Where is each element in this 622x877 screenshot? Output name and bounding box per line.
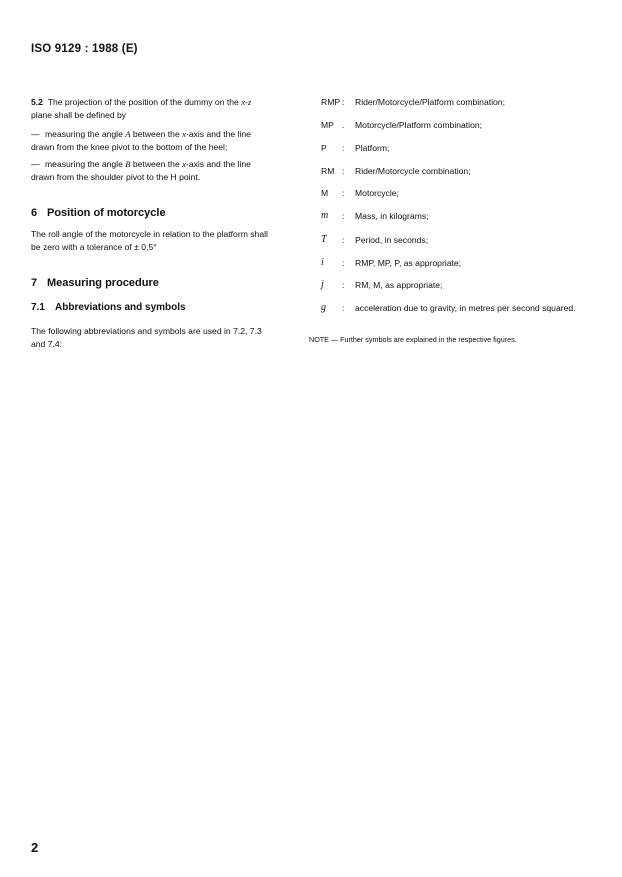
symbol: g	[321, 302, 326, 313]
section-7-1-body: The following abbreviations and symbols are used in 7.2, 7.3 and 7.4:	[31, 326, 262, 349]
note: NOTE — Further symbols are explained in the respective figures.	[309, 335, 517, 344]
symbol-definition: Rider/Motorcycle combination;	[355, 166, 471, 176]
symbol-definition: Platform;	[355, 143, 390, 153]
symbol-definition: Period, in seconds;	[355, 235, 429, 245]
section-5-2	[31, 96, 293, 121]
section-5-2-intro-line2: plane shall be defined by	[31, 109, 127, 120]
symbol-separator: :	[342, 303, 345, 313]
symbol: P	[321, 143, 327, 153]
symbol-separator: :	[342, 97, 345, 107]
section-7-heading: 7 Measuring procedure	[31, 277, 159, 289]
symbol: j	[321, 279, 324, 290]
section-5-2-intro-line1: 5.2 The projection of the position of the dummy on the x-z	[31, 97, 252, 107]
symbol-separator: .	[342, 120, 345, 130]
section-6-heading: 6 Position of motorcycle	[31, 207, 166, 219]
section-6-body: The roll angle of the motorcycle in relation to the platform shall be zero with a tolerance of ± 0,5°	[31, 229, 268, 252]
symbol-definition: Rider/Motorcycle/Platform combination;	[355, 97, 505, 107]
symbol-definition: RMP, MP, P, as appropriate;	[355, 258, 462, 268]
document-header: ISO 9129 : 1988 (E)	[31, 43, 138, 55]
symbol-separator: :	[342, 188, 345, 198]
symbol: T	[321, 234, 327, 245]
symbol-definition: RM, M, as appropriate;	[355, 280, 443, 290]
symbol-definition: Motorcycle/Platform combination;	[355, 120, 483, 130]
symbol-separator: :	[342, 211, 345, 221]
symbol-separator: :	[342, 280, 345, 290]
symbol-separator: :	[342, 143, 345, 153]
section-7-1-heading: 7.1 Abbreviations and symbols	[31, 302, 186, 313]
symbol-definition: Mass, in kilograms;	[355, 211, 429, 221]
symbol: RM	[321, 166, 335, 176]
symbol-separator: :	[342, 235, 345, 245]
symbol: RMP	[321, 97, 341, 107]
page-number: 2	[31, 840, 39, 855]
bullet-item: — measuring the angle B between the x-axis and the line drawn from the shoulder pivot to the H point.	[31, 159, 251, 182]
symbol-definition: acceleration due to gravity, in metres per second squared.	[355, 303, 576, 313]
bullet-item: — measuring the angle A between the x-axis and the line drawn from the knee pivot to the bottom of the heel;	[31, 129, 251, 152]
symbol: m	[321, 210, 329, 221]
symbol-separator: :	[342, 258, 345, 268]
section-5-2-number: 5.2	[31, 97, 43, 107]
symbol: M	[321, 188, 329, 198]
symbol-separator: :	[342, 166, 345, 176]
symbol: MP	[321, 120, 334, 130]
symbol-definition: Motorcycle;	[355, 188, 399, 198]
symbol: i	[321, 257, 324, 268]
bullet-dash: —	[31, 129, 40, 139]
bullet-dash: —	[31, 159, 40, 169]
